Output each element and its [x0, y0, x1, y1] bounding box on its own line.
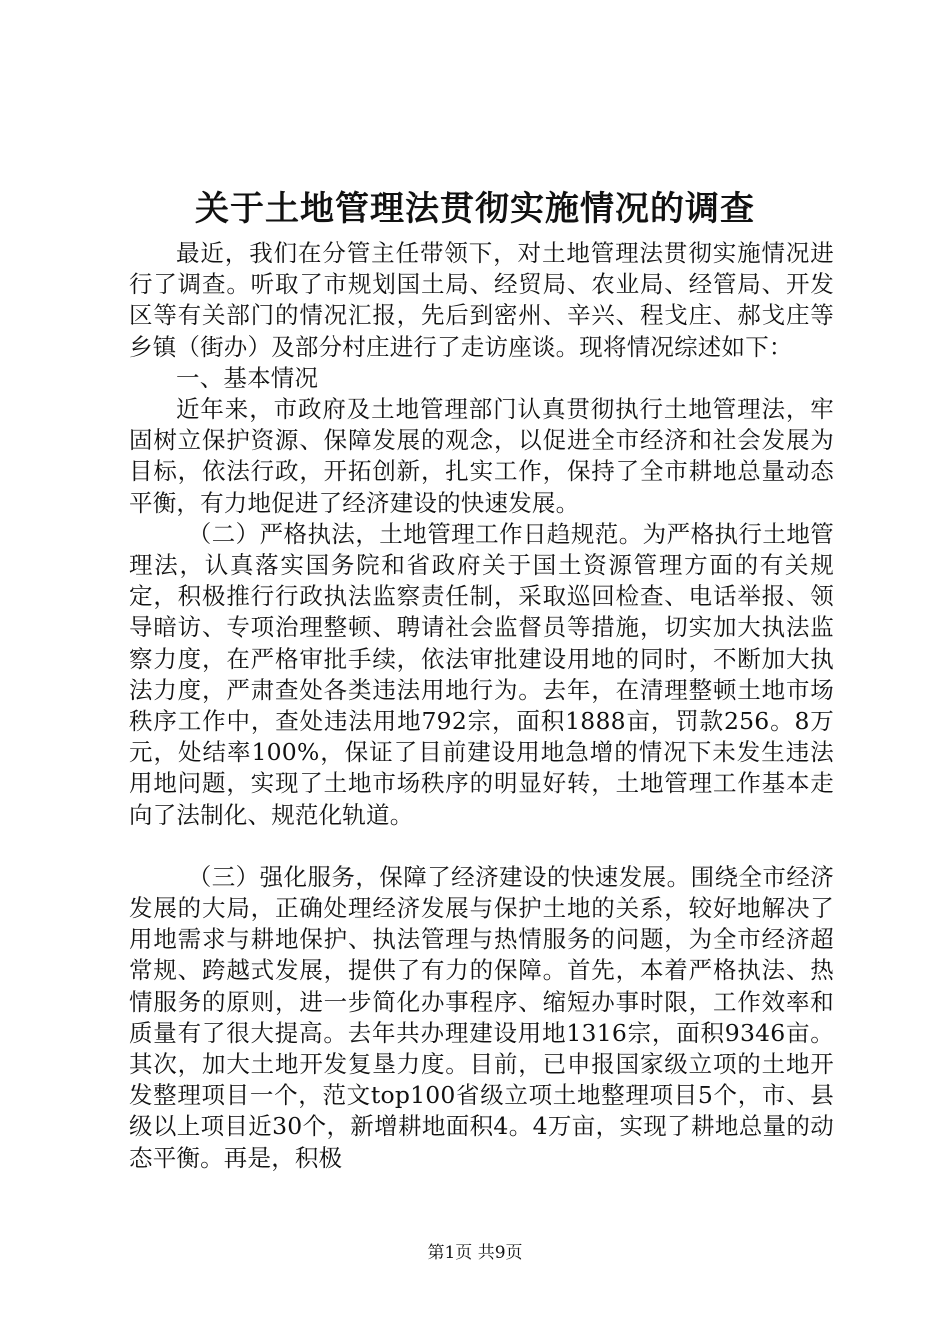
paragraph-strengthen-service: （三）强化服务，保障了经济建设的快速发展。围绕全市经济发展的大局，正确处理经济发展与保护土地的关系，较好地解决了用地需求与耕地保护、执法管理与热情服务的问题，为全市经济超常规、跨越式发展，提供了有力的保障。首先，本着严格执法、热情服务的原则，进一步简化办事程序、缩短办事时限，工作效率和质量有了很大提高。去年共办理建设用地1316宗，面积9346亩。其次，加大土地开发复垦力度。目前，已申报国家级立项的土地开发整理项目一个，范文top100省级立项土地整理项目5个，市、县级以上项目近30个，新增耕地面积4。4万亩，实现了耕地总量的动态平衡。再是，积极 — [129, 862, 834, 1172]
document-body — [129, 238, 834, 1174]
paragraph-overview: 近年来，市政府及土地管理部门认真贯彻执行土地管理法，牢固树立保护资源、保障发展的观念，以促进全市经济和社会发展为目标，依法行政，开拓创新，扎实工作，保持了全市耕地总量动态平衡，有力地促进了经济建设的快速发展。 — [129, 395, 834, 517]
section-heading-basic-situation: 一、基本情况 — [176, 363, 319, 392]
page-footer: 第1页 共9页 — [427, 1243, 523, 1263]
document-title: 关于土地管理法贯彻实施情况的调查 — [195, 189, 755, 229]
paragraph-strict-enforcement: （二）严格执法，土地管理工作日趋规范。为严格执行土地管理法，认真落实国务院和省政府关于国土资源管理方面的有关规定，积极推行行政执法监察责任制，采取巡回检查、电话举报、领导暗访、专项治理整顿、聘请社会监督员等措施，切实加大执法监察力度，在严格审批手续，依法审批建设用地的同时，不断加大执法力度，严肃查处各类违法用地行为。去年，在清理整顿土地市场秩序工作中，查处违法用地792宗，面积1888亩，罚款256。8万元，处结率100%，保证了目前建设用地急增的情况下未发生违法用地问题，实现了土地市场秩序的明显好转，土地管理工作基本走向了法制化、规范化轨道。 — [129, 519, 834, 829]
paragraph-intro: 最近，我们在分管主任带领下，对土地管理法贯彻实施情况进行了调查。听取了市规划国土局、经贸局、农业局、经管局、开发区等有关部门的情况汇报，先后到密州、辛兴、程戈庄、郝戈庄等乡镇（街办）及部分村庄进行了走访座谈。现将情况综述如下： — [129, 239, 834, 361]
